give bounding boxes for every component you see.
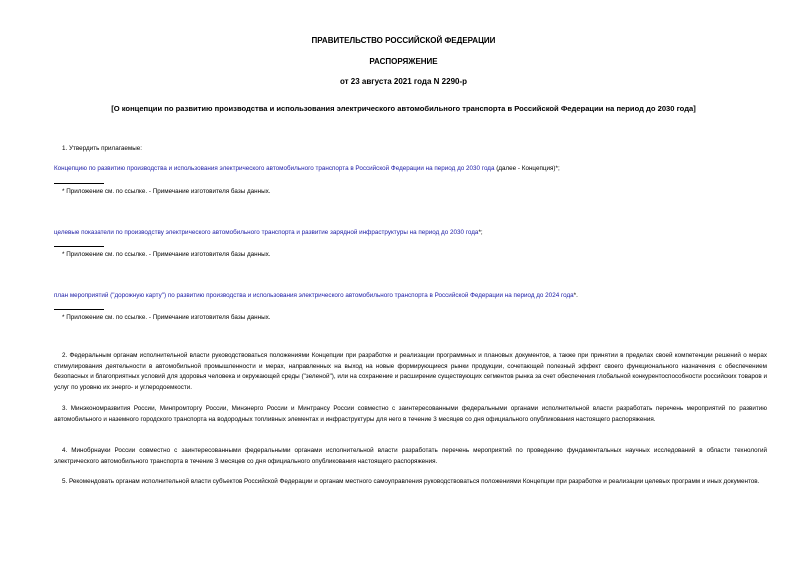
concept-tail: (далее - Концепция)*; [494,165,560,172]
footnote-1: * Приложение см. по ссылке. - Примечание изготовителя базы данных. [62,188,271,195]
targets-link[interactable]: целевые показатели по производству электрического автомобильного транспорта и развитие зарядной инфраструктуры на период до 2030 года [54,229,479,236]
plan-line [54,291,578,302]
footnote-divider-3 [54,309,104,310]
plan-tail: *. [573,292,578,299]
paragraph-5: 5. Рекомендовать органам исполнительной власти субъектов Российской Федерации и органам местного самоуправления руководствоваться положениями Концепции при разработке и реализации целевых программ и иных документов. [62,478,760,485]
document-title: [О концепции по развитию производства и использования электрического автомобильного транспорта в Российской Федерации на период до 2030 года] [111,104,696,113]
footnote-divider-2 [54,246,104,247]
document-date-number: от 23 августа 2021 года N 2290-р [339,77,468,86]
paragraph-4: 4. Минобрнауки России совместно с заинтересованными федеральными органами исполнительной власти разработать перечень мероприятий по проведению фундаментальных научных исследований в области технологий электрического автомобильного транспорта в течение 3 месяцев со дня официального опубликования настоящего распоряжения. [54,447,767,465]
footnote-2: * Приложение см. по ссылке. - Примечание изготовителя базы данных. [62,251,271,258]
targets-line [54,228,483,239]
targets-tail: *; [478,229,483,236]
paragraph-3: 3. Минэкономразвития России, Минпромторгу России, Минэнерго России и Минтрансу России совместно с заинтересованными федеральными органами исполнительной власти разработать перечень мероприятий по развитию автомобильного и наземного городского транспорта на водородных топливных элементах и инфраструктуры для него в течение 3 месяцев со дня официального опубликования настоящего распоряжения. [54,405,767,423]
document-type: РАСПОРЯЖЕНИЕ [369,57,438,66]
plan-link[interactable]: план мероприятий ("дорожную карту") по развитию производства и использования электрического автомобильного транспорта в Российской Федерации на период до 2024 года [54,292,574,299]
concept-line [54,164,560,175]
item1-intro: 1. Утвердить прилагаемые: [62,145,142,152]
government-name: ПРАВИТЕЛЬСТВО РОССИЙСКОЙ ФЕДЕРАЦИИ [311,36,496,45]
footnote-3: * Приложение см. по ссылке. - Примечание изготовителя базы данных. [62,314,271,321]
footnote-divider-1 [54,183,104,184]
concept-link[interactable]: Концепцию по развитию производства и использования электрического автомобильного транспорта в Российской Федерации на период до 2030 года [54,165,495,172]
paragraph-2: 2. Федеральным органам исполнительной власти руководствоваться положениями Концепции при разработке и реализации программных и плановых документов, а также при принятии в пределах своей компетенции решений о мерах стимулирования деятельности в автомобильной промышленности и мерах, направленных на выход на новые формирующиеся рынки продукции, сочетающей полезный эффект своего функционального назначения с обеспечением безопасных и благоприятных условий для здоровья человека и окружающей среды ("зеленой"), или на сохранение и расширение существующих сегментов рынка за счет обеспечения глобальной конкурентоспособности российских товаров и услуг по уровню их энерго- и углеродоемкости. [54,352,767,391]
